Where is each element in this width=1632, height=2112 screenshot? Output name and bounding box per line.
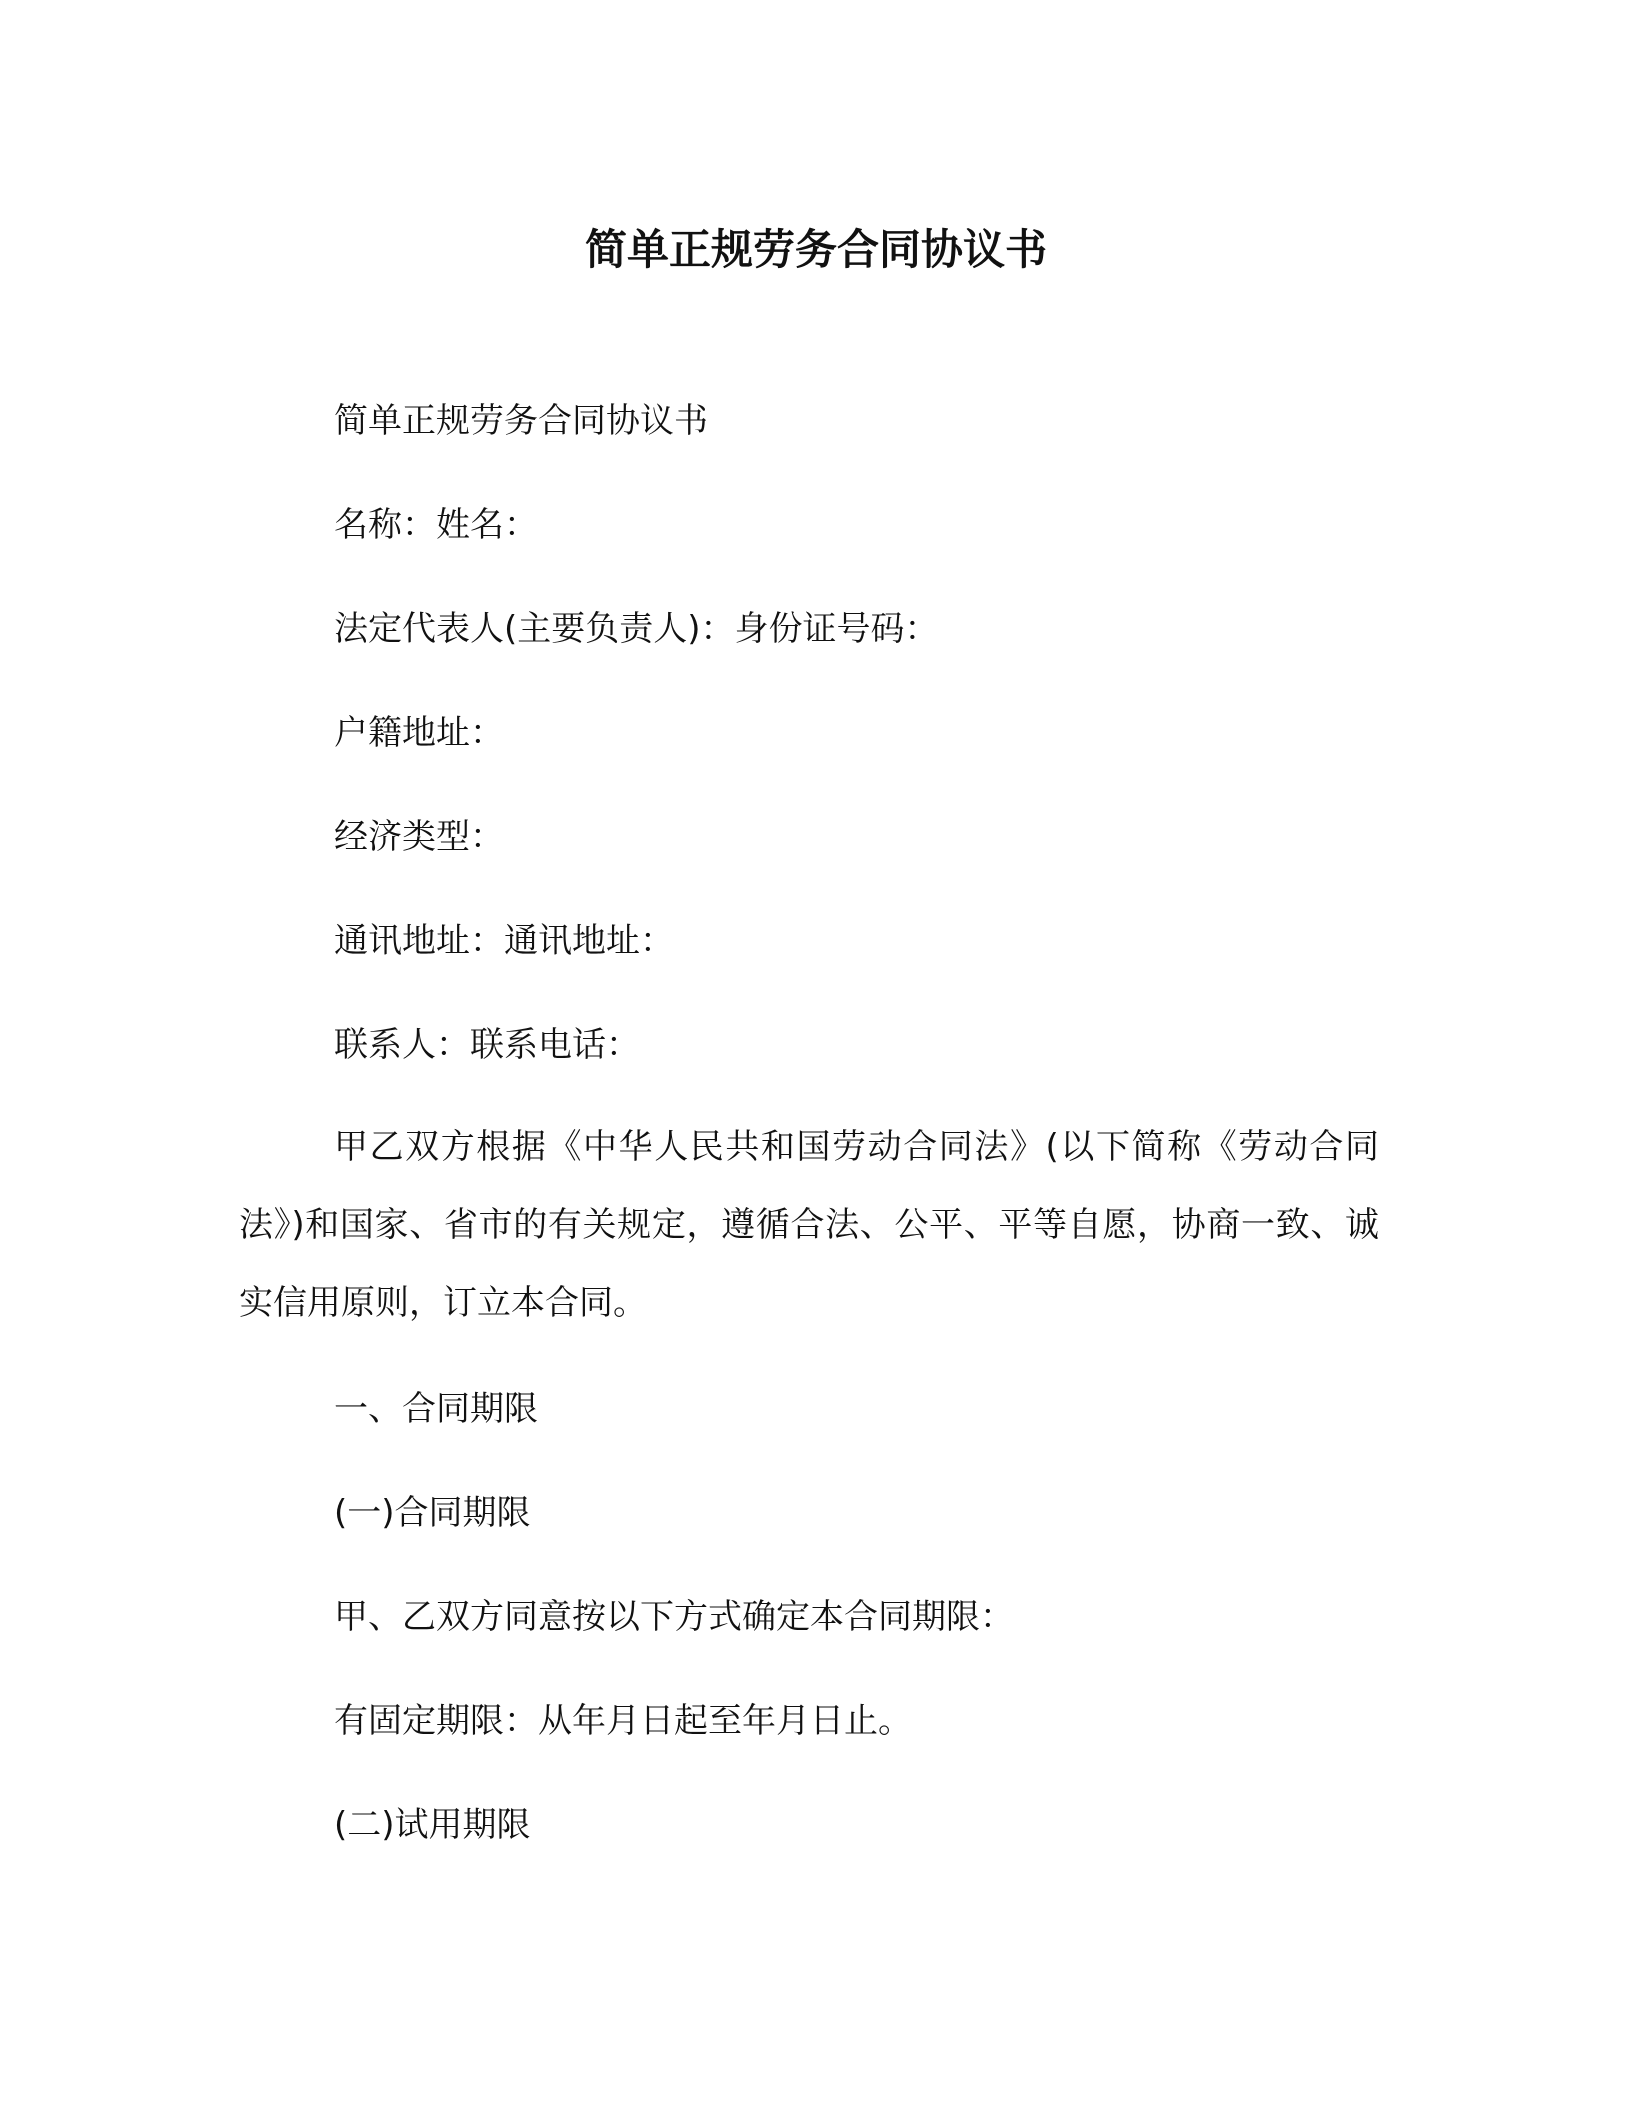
field-economic-type: 经济类型： [334,817,504,857]
field-mailing-address: 通讯地址：通讯地址： [334,921,674,961]
field-name: 名称：姓名： [334,505,538,545]
field-contact: 联系人：联系电话： [334,1025,640,1065]
fixed-term-text: 有固定期限：从年月日起至年月日止。 [334,1701,912,1741]
preamble-paragraph: 甲乙双方根据《中华人民共和国劳动合同法》(以下简称《劳动合同法》)和国家、省市的有关规定，遵循合法、公平、平等自愿，协商一致、诚实信用原则，订立本合同。 [239,1127,1379,1323]
subsection-heading-probation: (二)试用期限 [334,1805,531,1845]
term-intro-text: 甲、乙双方同意按以下方式确定本合同期限： [334,1597,1014,1637]
section-heading-contract-term: 一、合同期限 [334,1389,538,1429]
subsection-heading-contract-term: (一)合同期限 [334,1493,531,1533]
field-household-address: 户籍地址： [334,713,504,753]
field-legal-representative: 法定代表人(主要负责人)：身份证号码： [334,609,939,649]
document-title: 简单正规劳务合同协议书 [584,225,1047,274]
document-subtitle: 简单正规劳务合同协议书 [334,401,708,441]
